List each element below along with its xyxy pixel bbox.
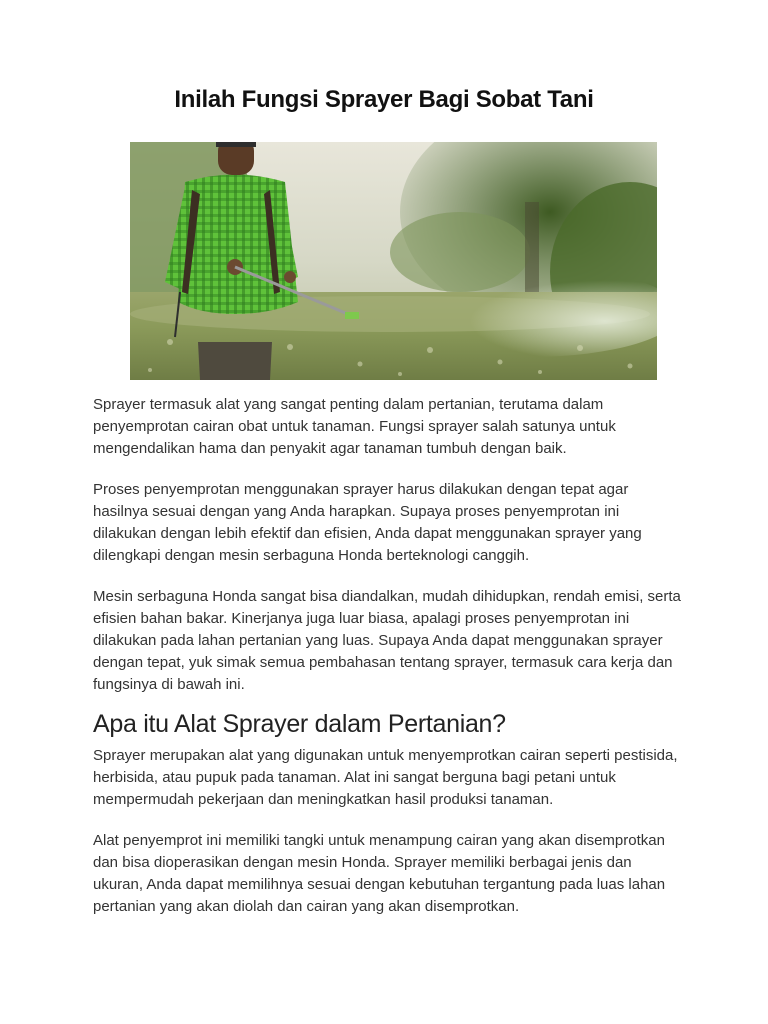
page-title: Inilah Fungsi Sprayer Bagi Sobat Tani [174,86,594,113]
paragraph: Sprayer termasuk alat yang sangat penting dalam pertanian, terutama dalam penyemprotan cairan obat untuk tanaman. Fungsi sprayer salah satunya untuk mengendalikan hama dan penyakit agar tanaman tumbuh dengan baik. [93,396,616,457]
paragraph: Mesin serbaguna Honda sangat bisa diandalkan, mudah dihidupkan, rendah emisi, serta efisien bahan bakar. Kinerjanya juga luar biasa, apalagi proses penyemprotan ini dilakukan pada lahan pertanian yang luas. Supaya Anda dapat menggunakan sprayer dengan tepat, yuk simak semua pembahasan tentang sprayer, termasuk cara kerja dan fungsinya di bawah ini. [93,588,681,693]
section-heading: Apa itu Alat Sprayer dalam Pertanian? [93,710,506,738]
paragraph: Alat penyemprot ini memiliki tangki untuk menampung cairan yang akan disemprotkan dan bisa dioperasikan dengan mesin Honda. Sprayer memiliki berbagai jenis dan ukuran, Anda dapat memilihnya sesuai dengan kebutuhan tergantung pada luas lahan pertanian yang akan diolah dan cairan yang akan disemprotkan. [93,832,666,915]
hero-photo-farmer-spraying [130,142,657,380]
paragraph: Proses penyemprotan menggunakan sprayer harus dilakukan dengan tepat agar hasilnya sesuai dengan yang Anda harapkan. Supaya proses penyemprotan ini dilakukan dengan lebih efektif dan efisien, Anda dapat menggunakan sprayer yang dilengkapi dengan mesin serbaguna Honda berteknologi canggih. [93,481,642,564]
article-body [93,394,683,937]
paragraph: Sprayer merupakan alat yang digunakan untuk menyemprotkan cairan seperti pestisida, herbisida, atau pupuk pada tanaman. Alat ini sangat berguna bagi petani untuk mempermudah pekerjaan dan meningkatkan hasil produksi tanaman. [93,747,678,808]
